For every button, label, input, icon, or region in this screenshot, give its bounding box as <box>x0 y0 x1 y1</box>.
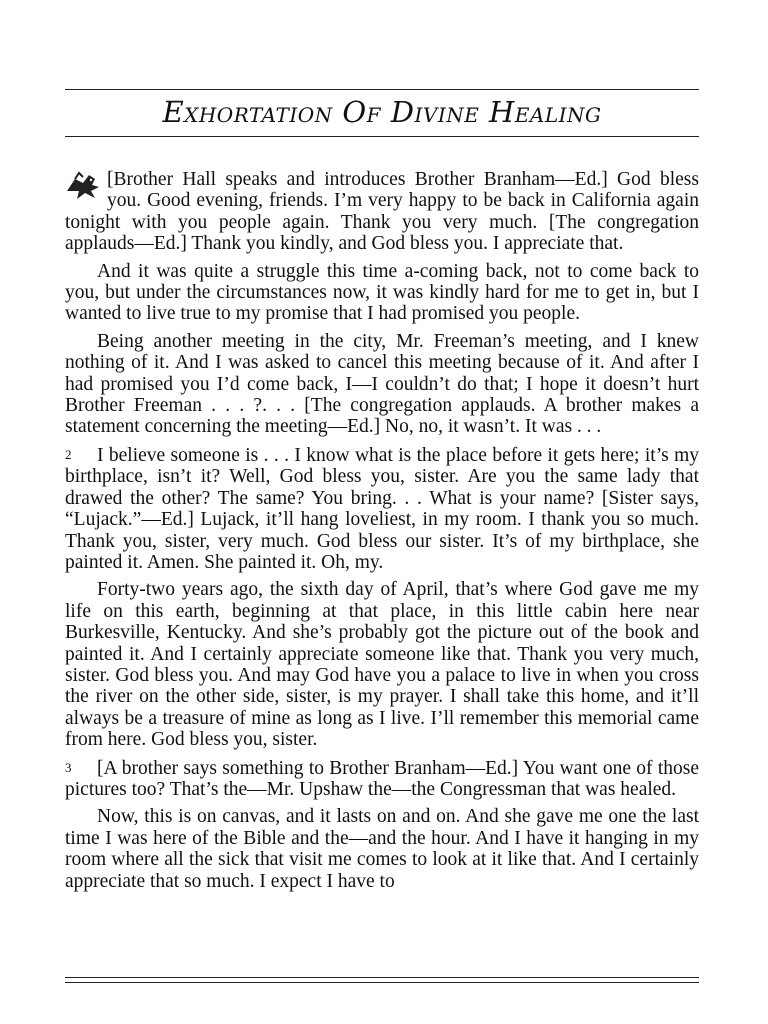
title-bottom-rule <box>65 136 699 137</box>
footer-rule-top <box>65 977 699 978</box>
paragraph-text: Now, this is on canvas, and it lasts on and on. And she gave me one the last time I was here of the Bible and the—and the hour. And I have it hanging in my room where all the sick that visit me comes to look at it like that. And I certainly appreciate that so much. I expect I have to <box>65 806 699 892</box>
paragraph-1 <box>65 169 699 255</box>
page-title: Exhortation Of Divine Healing <box>162 95 602 129</box>
paragraph-text: Being another meeting in the city, Mr. Freeman’s meeting, and I knew nothing of it. And I was asked to cancel this meeting because of it. And after I had promised you I’d come back, I—I couldn’t do that; I hope it doesn’t hurt Brother Freeman . . . ?. . . [The congregation applauds. A brother makes a statement concerning the meeting—Ed.] No, no, it wasn’t. It was . . . <box>65 330 699 438</box>
paragraph-text: [Brother Hall speaks and introduces Brother Branham—Ed.] God bless you. Good evening, friends. I’m very happy to be back in California again tonight with you people again. Thank you very much. [The congregation applauds—Ed.] Thank you kindly, and God bless you. I appreciate that. <box>65 169 699 255</box>
body-text <box>65 169 699 898</box>
paragraph-text: And it was quite a struggle this time a-coming back, not to come back to you, but under the circumstances now, it was kindly hard for me to get in, but I wanted to live true to my promise that I had promised you people. <box>65 260 699 325</box>
eagle-emblem-icon <box>65 171 101 201</box>
paragraph-number: 2 <box>65 446 72 462</box>
paragraph-6 <box>65 757 699 801</box>
paragraph-text: [A brother says something to Brother Branham—Ed.] You want one of those pictures too? That’s the—Mr. Upshaw the—the Congressman that was healed. <box>65 757 699 800</box>
footer-rule-bottom <box>65 982 699 983</box>
paragraph-text: Forty-two years ago, the sixth day of April, that’s where God gave me my life on this earth, beginning at that place, in this little cabin here near Burkesville, Kentucky. And she’s probably got the picture out of the book and painted it. And I certainly appreciate someone like that. Thank you very much, sister. God bless you. And may God have you a palace to live in when you cross the river on the other side, sister, is my prayer. I shall take this home, and it’ll always be a treasure of mine as long as I live. I’ll remember this memorial came from here. God bless you, sister. <box>65 579 699 751</box>
paragraph-number: 3 <box>65 759 72 775</box>
paragraph-3 <box>65 331 699 438</box>
paragraph-5 <box>65 579 699 750</box>
paragraph-7 <box>65 806 699 892</box>
paragraph-2 <box>65 261 699 325</box>
paragraph-4 <box>65 444 699 573</box>
paragraph-text: I believe someone is . . . I know what is the place before it gets here; it’s my birthplace, isn’t it? Well, God bless you, sister. Are you the same lady that drawed the other? The same? You bring. . . What is your name? [Sister says, “Lujack.”—Ed.] Lujack, it’ll hang loveliest, in my room. I thank you so much. Thank you, sister, very much. God bless our sister. It’s of my birthplace, she painted it. Amen. She painted it. Oh, my. <box>65 444 699 573</box>
